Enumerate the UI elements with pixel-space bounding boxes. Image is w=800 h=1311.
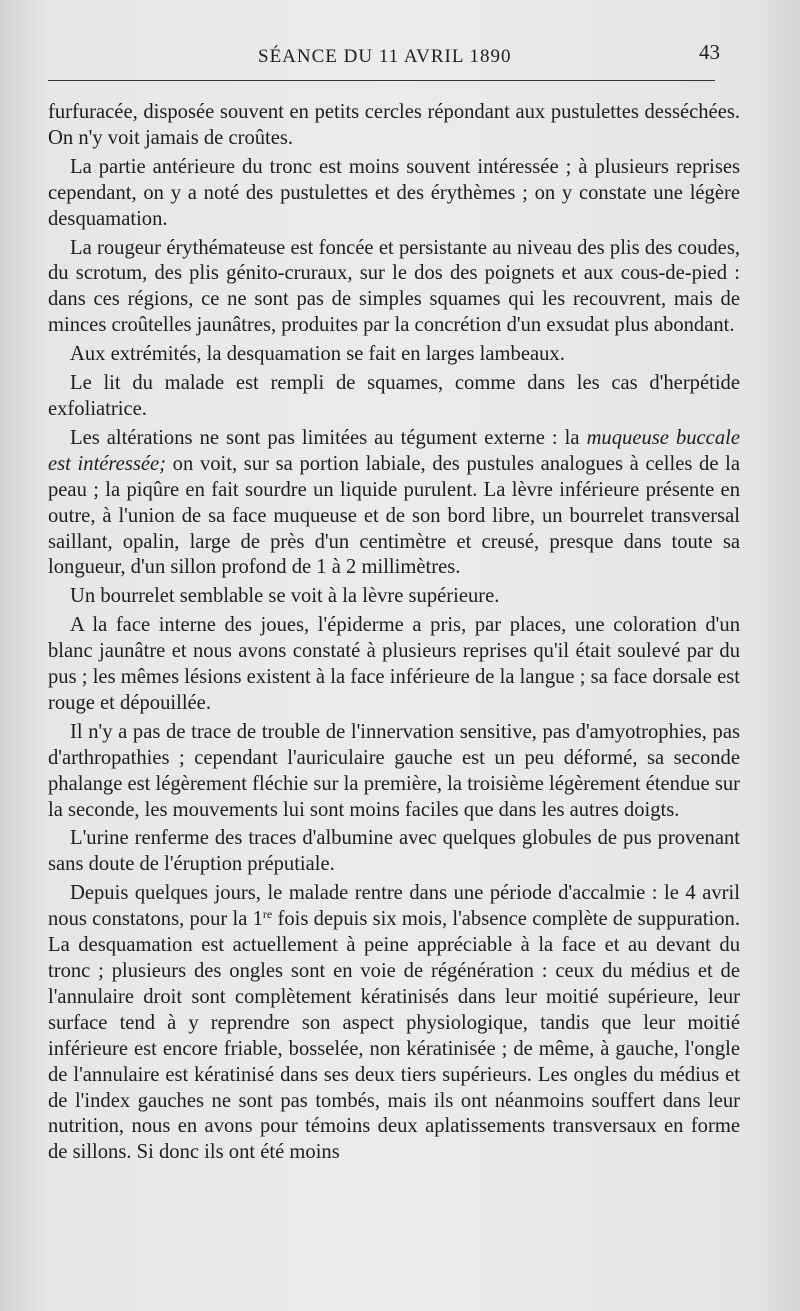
paragraph: Le lit du malade est rempli de squames, comme dans les cas d'herpétide exfoliatrice.	[48, 372, 740, 420]
paragraph: La rougeur érythémateuse est foncée et persistante au niveau des plis des coudes, du scrotum, des plis génito-cruraux, sur le dos des poignets et aux cous-de-pied : dans ces régions, ce ne sont pas de simples squames qui les recouvrent, mais de minces croûtelles jaunâtres, produites par la concrétion d'un exsudat plus abondant.	[48, 236, 740, 337]
paragraph: Un bourrelet semblable se voit à la lèvre supérieure.	[70, 585, 500, 608]
paragraph: furfuracée, disposée souvent en petits cercles répondant aux pustulettes desséchées. On n'y voit jamais de croûtes.	[48, 101, 740, 149]
header-rule	[48, 80, 715, 81]
superscript: re	[262, 907, 273, 922]
page-header	[48, 40, 720, 80]
paragraph-text: fois depuis six mois, l'absence complète de suppuration. La desquamation est actuellement à peine appréciable à la face et au devant du tronc ; plusieurs des ongles sont en voie de régénération : ceux du médius et de l'annulaire droit sont complètement kératinisés dans leur moitié supérieure, leur surface tend à y reprendre son aspect physiologique, tandis que leur moitié inférieure est encore friable, bosselée, non kératinisée ; de même, à gauche, l'ongle de l'annulaire est kératinisé dans ses deux tiers supérieurs. Les ongles du médius et de l'index gauches ne sont pas tombés, mais ils ont néanmoins souffert dans leur nutrition, nous en avons pour témoins deux aplatissements transversaux en forme de sillons. Si donc ils ont été moins	[48, 908, 740, 1164]
paragraph: Il n'y a pas de trace de trouble de l'innervation sensitive, pas d'amyotrophies, pas d'arthropathies ; cependant l'auriculaire gauche est un peu déformé, sa seconde phalange est légèrement fléchie sur la première, la troisième légèrement étendue sur la seconde, les mouvements lui sont moins faciles que dans les autres doigts.	[48, 720, 740, 821]
paragraph	[48, 881, 740, 1166]
paragraph-text: Depuis quelques jours, le malade rentre dans une période d'accalmie : le 4 avril nous constatons, pour la 1	[48, 882, 740, 931]
paragraph: A la face interne des joues, l'épiderme a pris, par places, une coloration d'un blanc jaunâtre et nous avons constaté à plusieurs reprises qu'il était soulevé par du pus ; les mêmes lésions existent à la face inférieure de la langue ; sa face dorsale est rouge et dépouillée.	[48, 614, 740, 714]
paragraph-italic-text: muqueuse buccale est intéressée;	[48, 426, 740, 475]
paragraph: Aux extrémités, la desquamation se fait en larges lambeaux.	[70, 343, 565, 366]
paragraph: L'urine renferme des traces d'albumine avec quelques globules de pus provenant sans doute de l'éruption préputiale.	[48, 827, 740, 876]
paragraph: La partie antérieure du tronc est moins souvent intéressée ; à plusieurs reprises cependant, on y a noté des pustulettes et des érythèmes ; on y constate une légère desquamation.	[48, 155, 740, 230]
page-number: 43	[699, 40, 720, 64]
paragraph-text: on voit, sur sa portion labiale, des pustules analogues à celles de la peau ; la piqûre en fait sourdre un liquide purulent. La lèvre inférieure présente en outre, à l'union de sa face muqueuse et de son bord libre, un bourrelet transversal saillant, opalin, large de près d'un centimètre et creusé, presque dans toute sa longueur, d'un sillon profond de 1 à 2 millimètres.	[48, 452, 741, 579]
paragraph-text: Les altérations ne sont pas limitées au tégument externe : la	[70, 426, 587, 449]
body-text	[48, 100, 740, 1166]
paragraph	[48, 426, 740, 581]
running-head: SÉANCE DU 11 AVRIL 1890	[258, 46, 512, 67]
